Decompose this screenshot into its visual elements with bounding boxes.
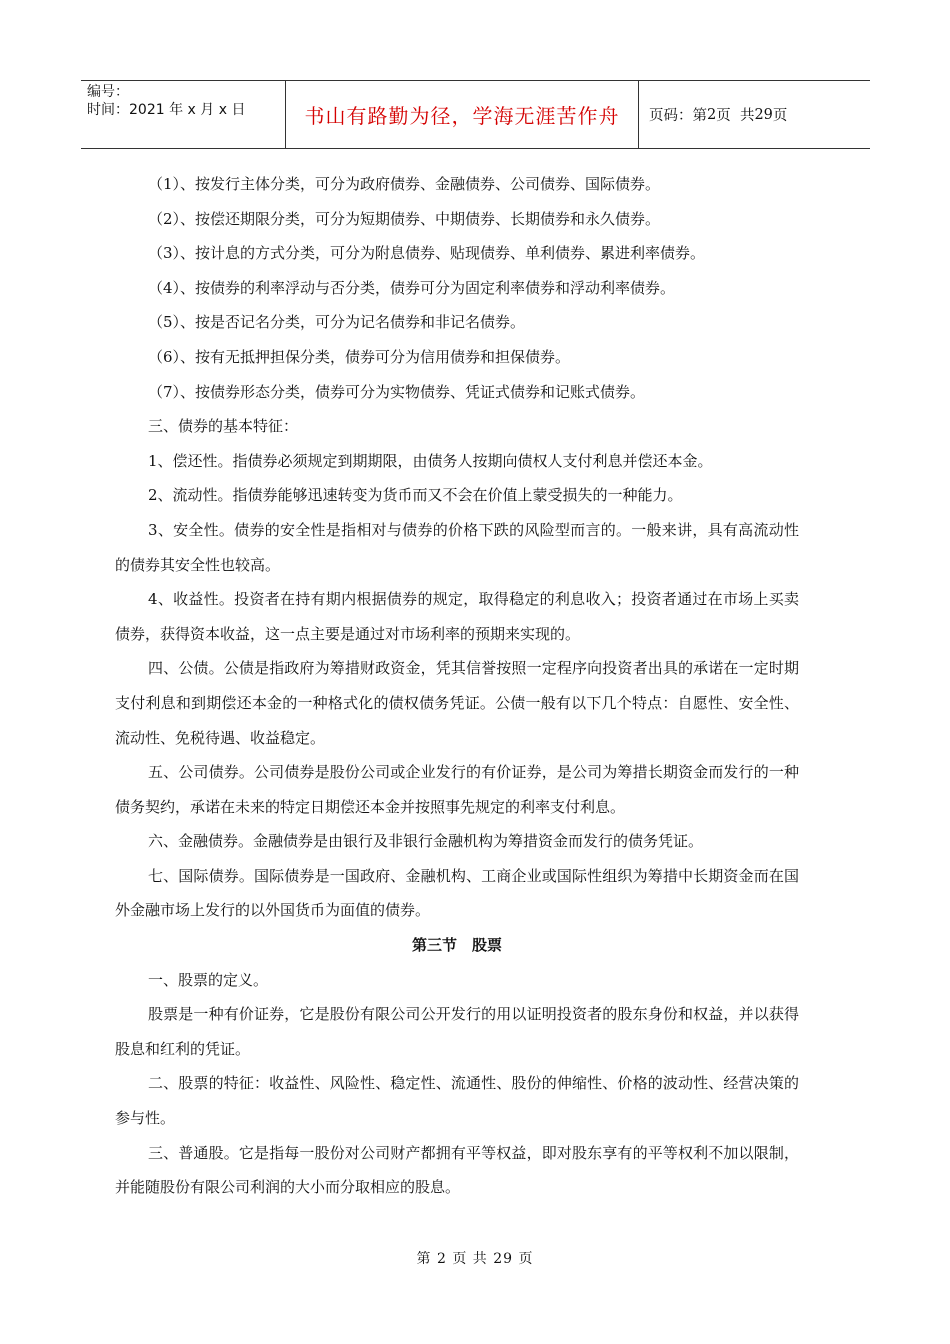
footer-suffix: 页: [518, 1251, 534, 1267]
paragraph: 股票是一种有价证券，它是股份有限公司公开发行的用以证明投资者的股东身份和权益，并以获得股息和红利的凭证。: [115, 1005, 799, 1058]
page-info-total: 29: [754, 106, 773, 123]
page-info-current: 2: [707, 106, 717, 123]
page-info-suffix: 页: [772, 108, 788, 124]
footer-prefix: 第: [416, 1251, 432, 1267]
paragraph: （6）、按有无抵押担保分类，债券可分为信用债券和担保债券。: [148, 347, 571, 366]
paragraph: 五、公司债券。公司债券是股份公司或企业发行的有价证券，是公司为筹措长期资金而发行的一种债务契约，承诺在未来的特定日期偿还本金并按照事先规定的利率支付利息。: [115, 763, 799, 816]
footer-mid: 页 共: [452, 1251, 488, 1267]
paragraph: 一、股票的定义。: [148, 970, 269, 989]
paragraph: （4）、按债券的利率浮动与否分类，债券可分为固定利率债券和浮动利率债券。: [148, 278, 676, 297]
document-body: [115, 167, 799, 1205]
header-meta: [81, 81, 285, 148]
paragraph: 四、公债。公债是指政府为筹措财政资金，凭其信誉按照一定程序向投资者出具的承诺在一定时期支付利息和到期偿还本金的一种格式化的债权债务凭证。公债一般有以下几个特点：自愿性、安全性、流动性、免税待遇、收益稳定。: [115, 659, 799, 747]
paragraph: 三、普通股。它是指每一股份对公司财产都拥有平等权益，即对股东享有的平等权利不加以限制，并能随股份有限公司利润的大小而分取相应的股息。: [115, 1143, 799, 1197]
page-info-mid: 页 共: [716, 108, 755, 124]
footer-total-pages: 29: [493, 1251, 514, 1267]
paragraph: 4、收益性。投资者在持有期内根据债券的规定，取得稳定的利息收入；投资者通过在市场上买卖债券，获得资本收益，这一点主要是通过对市场利率的预期来实现的。: [115, 590, 799, 643]
document-number-label: 编号：: [87, 84, 129, 100]
header-motto: 书山有路勤为径，学海无涯苦作舟: [285, 81, 639, 148]
paragraph: （7）、按债券形态分类，债券可分为实物债券、凭证式债券和记账式债券。: [148, 382, 646, 401]
paragraph: 六、金融债券。金融债券是由银行及非银行金融机构为筹措资金而发行的债务凭证。: [148, 832, 704, 851]
paragraph: 七、国际债券。国际债券是一国政府、金融机构、工商企业或国际性组织为筹措中长期资金而在国外金融市场上发行的以外国货币为面值的债券。: [115, 866, 799, 920]
paragraph: 2、流动性。指债券能够迅速转变为货币而又不会在价值上蒙受损失的一种能力。: [148, 486, 683, 505]
page-footer: [0, 1248, 950, 1268]
paragraph: （3）、按计息的方式分类，可分为附息债券、贴现债券、单利债券、累进利率债券。: [148, 244, 706, 263]
paragraph: （1）、按发行主体分类，可分为政府债券、金融债券、公司债券、国际债券。: [148, 175, 661, 193]
footer-current-page: 2: [436, 1251, 447, 1267]
paragraph: （2）、按偿还期限分类，可分为短期债券、中期债券、长期债券和永久债券。: [148, 209, 661, 228]
paragraph: （5）、按是否记名分类，可分为记名债券和非记名债券。: [148, 313, 526, 332]
paragraph: 1、偿还性。指债券必须规定到期期限，由债务人按期向债权人支付利息并偿还本金。: [148, 451, 713, 470]
paragraph: 3、安全性。债券的安全性是指相对与债券的价格下跌的风险型而言的。一般来讲，具有高流动性的债券其安全性也较高。: [115, 520, 799, 574]
paragraph: 二、股票的特征：收益性、风险性、稳定性、流通性、股份的伸缩性、价格的波动性、经营决策的参与性。: [115, 1074, 799, 1128]
page-info-prefix: 页码：第: [649, 108, 707, 124]
document-time-label: 时间：2021 年 x 月 x 日: [87, 102, 246, 118]
header-page-info: [639, 81, 870, 148]
paragraph: 三、债券的基本特征：: [148, 417, 299, 436]
page-header: [81, 80, 870, 149]
section-title: 第三节 股票: [411, 936, 502, 955]
